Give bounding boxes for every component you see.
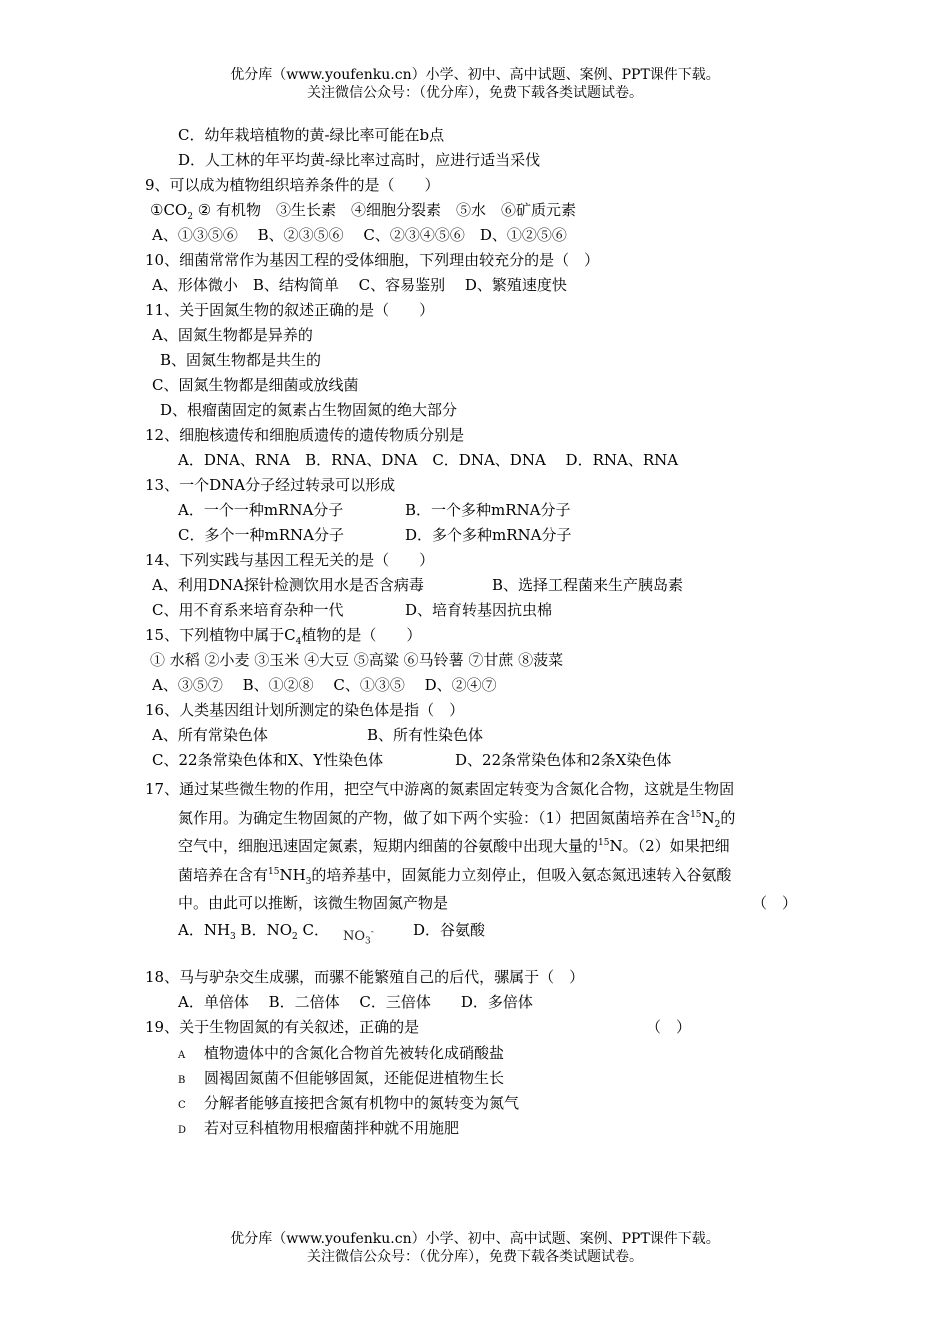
q17-l3b: N。（2）如果把细: [609, 837, 730, 855]
q19-a-text: 植物遗体中的含氮化合物首先被转化成硝酸盐: [204, 1044, 505, 1062]
q18-stem: 18、马与驴杂交生成骡，而骡不能繁殖自己的后代，骡属于（ ）: [145, 968, 585, 986]
q17-ion-sup: -: [370, 927, 374, 938]
q16-option-b: B、所有性染色体: [367, 726, 484, 744]
q11-option-a: A、固氮生物都是异养的: [152, 326, 313, 344]
q19-d-label: D: [178, 1125, 187, 1136]
q17-l2sub: 2: [714, 820, 721, 830]
q14-stem: 14、下列实践与基因工程无关的是（ ）: [145, 551, 435, 569]
q9-stem: 9、可以成为植物组织培养条件的是（ ）: [145, 176, 440, 194]
q19-stem: 19、关于生物固氮的有关叙述，正确的是: [145, 1018, 420, 1036]
q16-stem: 16、人类基因组计划所测定的染色体是指（ ）: [145, 701, 465, 719]
footer-line-2: 关注微信公众号：（优分库），免费下载各类试题试卷。: [307, 1249, 643, 1265]
q11-stem: 11、关于固氮生物的叙述正确的是（ ）: [145, 301, 435, 319]
q19-option-c: [178, 1093, 519, 1116]
q19-b-text: 圆褐固氮菌不但能够固氮，还能促进植物生长: [204, 1069, 505, 1087]
q13-option-d: D．多个多种mRNA分子: [405, 526, 572, 544]
q17-line-4: [178, 865, 731, 885]
q17-l2c: 的: [720, 809, 736, 827]
q16-option-d: D、22条常染色体和2条X染色体: [455, 751, 672, 769]
q13-option-a: A．一个一种mRNA分子: [178, 501, 344, 519]
q17-ion: NO: [343, 929, 366, 944]
q17-opt-c: C．: [297, 921, 329, 939]
header: [0, 66, 950, 102]
q17-opt-b: B．NO: [235, 921, 292, 939]
q14-option-d: D、培育转基因抗虫棉: [405, 601, 553, 619]
q13-stem: 13、一个DNA分子经过转录可以形成: [145, 476, 396, 494]
footer-line-1: 优分库（www.youfenku.cn）小学、初中、高中试题、案例、PPT课件下载。: [230, 1231, 720, 1247]
q18-options: A．单倍体 B．二倍体 C．三倍体 D．多倍体: [178, 993, 533, 1011]
q17-l2b: N: [701, 809, 715, 827]
q13-option-c: C．多个一种mRNA分子: [178, 526, 344, 544]
q16-option-a: A、所有常染色体: [152, 726, 268, 744]
q13-option-b: B．一个多种mRNA分子: [405, 501, 571, 519]
header-line-1: 优分库（www.youfenku.cn）小学、初中、高中试题、案例、PPT课件下载。: [230, 67, 720, 83]
q17-l3a: 空气中，细胞迅速固定氮素，短期内细菌的谷氨酸中出现大量的: [178, 837, 599, 855]
q11-option-b: B、固氮生物都是共生的: [160, 351, 322, 369]
q17-opt-a: A．NH: [178, 921, 231, 939]
q14-option-b: B、选择工程菌来生产胰岛素: [492, 576, 684, 594]
q19-option-a: [178, 1043, 504, 1066]
q17-l2sup: 15: [690, 810, 702, 820]
q17-l4sup: 15: [268, 867, 280, 877]
q15-stem-sub: 4: [295, 637, 302, 647]
q9-items-b: ② 有机物 ③生长素 ④细胞分裂素 ⑤水 ⑥矿质元素: [192, 201, 576, 219]
q19-option-b: [178, 1068, 504, 1091]
q19-b-label: B: [178, 1075, 186, 1086]
q17-l3sup: 15: [598, 838, 610, 848]
q17-ion-sub: 3: [365, 936, 371, 947]
q19-c-label: C: [178, 1100, 186, 1111]
q10-options: A、形体微小 B、结构简单 C、容易鉴别 D、繁殖速度快: [152, 276, 567, 294]
q17-opt-a-sub: 3: [230, 932, 236, 942]
q17-l4sub: 3: [305, 877, 312, 887]
q19-c-text: 分解者能够直接把含氮有机物中的氮转变为氮气: [204, 1094, 520, 1112]
q12-options: A．DNA、RNA B．RNA、DNA C．DNA、DNA D．RNA、RNA: [178, 451, 679, 469]
q15-items: ① 水稻 ②小麦 ③玉米 ④大豆 ⑤高粱 ⑥马铃薯 ⑦甘蔗 ⑧菠菜: [150, 651, 564, 669]
q9-items-sub: 2: [187, 212, 193, 222]
q19-d-text: 若对豆科植物用根瘤菌拌种就不用施肥: [204, 1119, 460, 1137]
q17-l2a: 氮作用。为确定生物固氮的产物，做了如下两个实验：（1）把固氮菌培养在含: [178, 809, 691, 827]
q17-l4b: NH: [279, 866, 306, 884]
q17-line-2: [178, 808, 735, 828]
footer: [0, 1230, 950, 1266]
q17-nitrate-ion: [343, 927, 374, 947]
q15-stem-a: 15、下列植物中属于C: [145, 626, 296, 644]
q17-opt-b-sub: 2: [292, 932, 298, 942]
q17-options: [178, 920, 329, 940]
header-line-2: 关注微信公众号：（优分库），免费下载各类试题试卷。: [307, 85, 643, 101]
q17-line-1: 17、通过某些微生物的作用，把空气中游离的氮素固定转变为含氮化合物，这就是生物固: [145, 780, 735, 798]
q9-items: [150, 200, 576, 220]
q12-stem: 12、细胞核遗传和细胞质遗传的遗传物质分别是: [145, 426, 465, 444]
q17-answer-paren: （ ）: [752, 894, 798, 912]
q8-option-d: D．人工林的年平均黄-绿比率过高时，应进行适当采伐: [178, 151, 541, 169]
q15-stem-b: 植物的是（ ）: [301, 626, 422, 644]
q14-option-c: C、用不育系来培育杂种一代: [152, 601, 344, 619]
q17-option-d: D．谷氨酸: [413, 921, 486, 939]
q15-options: A、③⑤⑦ B、①②⑧ C、①③⑤ D、②④⑦: [152, 676, 497, 694]
q11-option-c: C、固氮生物都是细菌或放线菌: [152, 376, 359, 394]
q17-l4c: 的培养基中，固氮能力立刻停止，但吸入氨态氮迅速转入谷氨酸: [311, 866, 732, 884]
q16-option-c: C、22条常染色体和X、Y性染色体: [152, 751, 384, 769]
q9-items-a: ①CO: [150, 201, 188, 219]
q15-stem: [145, 625, 421, 645]
q11-option-d: D、根瘤菌固定的氮素占生物固氮的绝大部分: [160, 401, 458, 419]
q9-options: A、①③⑤⑥ B、②③⑤⑥ C、②③④⑤⑥ D、①②⑤⑥: [152, 226, 567, 244]
q8-option-c: C．幼年栽培植物的黄-绿比率可能在b点: [178, 126, 445, 144]
q19-answer-paren: （ ）: [646, 1018, 692, 1036]
q14-option-a: A、利用DNA探针检测饮用水是否含病毒: [152, 576, 424, 594]
q10-stem: 10、细菌常常作为基因工程的受体细胞，下列理由较充分的是（ ）: [145, 251, 600, 269]
q17-line-5: 中。由此可以推断，该微生物固氮产物是: [178, 894, 449, 912]
q17-l4a: 菌培养在含有: [178, 866, 269, 884]
q19-option-d: [178, 1118, 459, 1141]
q19-a-label: A: [178, 1050, 186, 1061]
q17-line-3: [178, 836, 730, 856]
